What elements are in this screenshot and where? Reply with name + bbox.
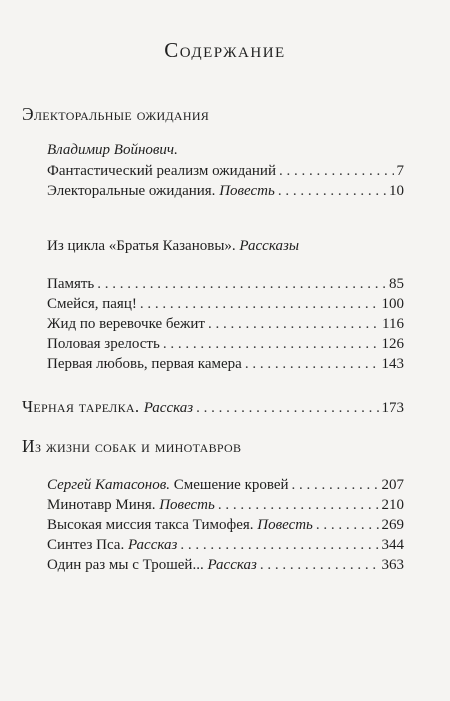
entry-page: 7 (396, 163, 404, 179)
dot-leader (163, 336, 379, 353)
entry-title: Один раз мы с Трошей... Рассказ (47, 557, 257, 573)
entry-genre: Рассказ (127, 537, 178, 553)
entry-author: Сергей Катасонов. (47, 477, 170, 493)
entry-genre: Повесть (257, 517, 313, 533)
toc-entry (47, 537, 404, 557)
entry-page: 126 (381, 336, 404, 352)
entry-title: Фантастический реализм ожиданий (47, 163, 276, 179)
dot-leader (245, 356, 379, 373)
entry-page: 173 (381, 400, 404, 416)
entry-title: Смейся, паяц! (47, 296, 137, 312)
cycle-heading: Из цикла «Братья Казановы». Рассказы (47, 238, 299, 254)
entry-genre: Повесть (159, 497, 215, 513)
entry-page: 85 (389, 276, 404, 292)
entry-page: 100 (381, 296, 404, 312)
toc-entry (47, 183, 404, 203)
entry-page: 269 (381, 517, 404, 533)
cycle-genre: Рассказы (239, 238, 299, 254)
entry-page: 10 (389, 183, 404, 199)
entry-title: Первая любовь, первая камера (47, 356, 242, 372)
entry-genre: Рассказ (207, 557, 257, 573)
author-voinovich: Владимир Войнович. (47, 142, 178, 158)
toc-entry (47, 296, 404, 316)
toc-entry (47, 497, 404, 517)
dot-leader (140, 296, 379, 313)
dot-leader (97, 276, 386, 293)
toc-entry (47, 356, 404, 376)
page-title: Содержание (164, 38, 286, 62)
section-heading-black-plate: Черная тарелка. (22, 397, 140, 416)
toc-entry (47, 517, 404, 537)
toc-entry (47, 557, 404, 577)
dot-leader (292, 477, 379, 494)
entry-page: 143 (381, 356, 404, 372)
toc-entry (47, 163, 404, 183)
entry-title: Электоральные ожидания. Повесть (47, 183, 275, 199)
entry-title: Высокая миссия такса Тимофея. Повесть (47, 517, 313, 533)
dot-leader (218, 497, 379, 514)
entry-page: 363 (381, 557, 404, 573)
entry-page: 207 (381, 477, 404, 493)
entry-page: 116 (382, 316, 404, 332)
toc-entry-heading (22, 397, 404, 417)
entry-title: Память (47, 276, 95, 292)
dot-leader (278, 183, 386, 200)
section-heading-dogs-minotaurs: Из жизни собак и минотавров (22, 436, 242, 456)
entry-title (22, 397, 193, 417)
entry-genre: Повесть (219, 183, 275, 199)
entry-title: Половая зрелость (47, 336, 160, 352)
entry-page: 344 (381, 537, 404, 553)
dot-leader (196, 400, 378, 417)
section-heading-electoral: Электоральные ожидания (22, 104, 210, 124)
dot-leader (260, 557, 379, 574)
toc-entry (47, 336, 404, 356)
entry-title: Сергей Катасонов. Смешение кровей (47, 477, 289, 493)
entry-title: Минотавр Миня. Повесть (47, 497, 215, 513)
entry-title: Синтез Пса. Рассказ (47, 537, 178, 553)
entry-genre: Рассказ (143, 400, 194, 416)
dot-leader (279, 163, 394, 180)
dot-leader (180, 537, 378, 554)
toc-entry (47, 477, 404, 497)
dot-leader (316, 517, 379, 534)
dot-leader (208, 316, 379, 333)
entry-title: Жид по веревочке бежит (47, 316, 205, 332)
toc-entry (47, 316, 404, 336)
toc-entry (47, 276, 404, 296)
entry-page: 210 (381, 497, 404, 513)
